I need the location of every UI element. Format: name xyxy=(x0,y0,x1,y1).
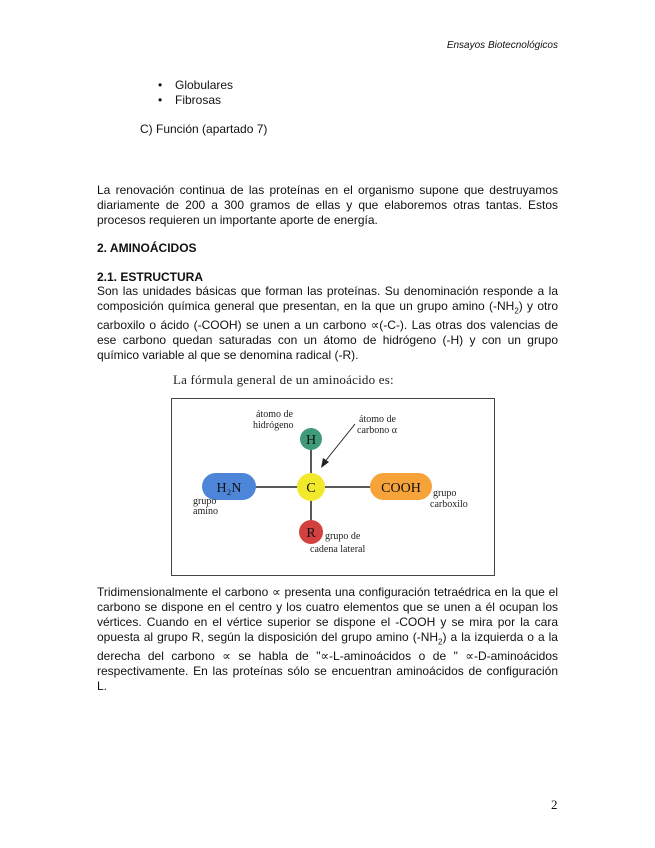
h2n-label: H₂N xyxy=(216,481,242,496)
list-item-text: Globulares xyxy=(175,78,234,92)
running-header: Ensayos Biotecnológicos xyxy=(446,40,558,51)
label-hidrogeno-1: átomo de xyxy=(256,409,293,420)
paragraph-text: ) y otro carboxilo o ácido (-COOH) se unen a un carbono ∝(-C-). Las otras dos valencias de ese carbono quedan saturadas con un átomo de hidrógeno (-H) y con un grupo químico variable al que se denomina radical (-R). xyxy=(97,299,558,363)
list-item xyxy=(158,78,233,93)
arrow-head xyxy=(321,458,329,468)
label-cadena-2: cadena lateral xyxy=(310,544,366,555)
subscript: 2 xyxy=(438,637,443,647)
label-amino-1: grupo xyxy=(193,496,217,507)
paragraph-text: Tridimensionalmente el carbono ∝ presenta una configuración tetraédrica en la que el carbono se dispone en el centro y los cuatro elementos que se unen a él ocupan los vértices. Cuando en el vértice superior se dispone el -COOH y se mira por la cara opuesta al grupo R, según la disposición del grupo amino (-NH xyxy=(97,585,558,644)
label-amino-2: amino xyxy=(193,506,218,517)
funcion-item: C) Función (apartado 7) xyxy=(140,122,268,136)
label-carboxilo-1: grupo xyxy=(433,488,457,499)
figure-title: La fórmula general de un aminoácido es: xyxy=(173,372,394,387)
label-carbono-2: carbono α xyxy=(357,425,397,436)
page-number: 2 xyxy=(551,797,558,812)
amino-acid-diagram xyxy=(165,372,495,577)
list-item xyxy=(158,93,233,108)
bullet-list xyxy=(158,78,233,108)
label-hidrogeno-2: hidrógeno xyxy=(253,420,294,431)
bullet-marker: • xyxy=(158,78,163,92)
bullet-marker: • xyxy=(158,93,163,107)
subsection-heading: 2.1. ESTRUCTURA xyxy=(97,270,204,284)
paragraph-text: ) a la izquierda o a la derecha del carbono ∝ se habla de "∝-L-aminoácidos o de " ∝-D-aminoácidos respectivamente. En las proteínas sólo se encuentran aminoácidos de configuración L. xyxy=(97,630,558,694)
paragraph-renovacion: La renovación continua de las proteínas en el organismo supone que destruyamos diariamente de 200 a 300 gramos de ellas y que elaboremos otras tantas. Estos procesos requieren un importante aporte de energía. xyxy=(97,183,558,227)
amino-acid-figure xyxy=(165,372,495,577)
label-cadena-1: grupo de xyxy=(325,531,361,542)
label-carbono-1: átomo de xyxy=(359,414,396,425)
r-label: R xyxy=(306,526,316,541)
label-carboxilo-2: carboxilo xyxy=(430,499,468,510)
section-heading: 2. AMINOÁCIDOS xyxy=(97,241,197,255)
paragraph-tridimensional xyxy=(97,585,558,694)
arrow-line xyxy=(323,424,355,464)
paragraph-estructura xyxy=(97,284,558,363)
h-label: H xyxy=(305,433,317,448)
c-label: C xyxy=(306,481,316,496)
cooh-label: COOH xyxy=(381,481,421,496)
paragraph-text: Son las unidades básicas que forman las proteínas. Su denominación responde a la composición química general que presentan, en la que un grupo amino (-NH xyxy=(97,284,558,313)
list-item-text: Fibrosas xyxy=(175,93,222,107)
subscript: 2 xyxy=(514,306,519,316)
